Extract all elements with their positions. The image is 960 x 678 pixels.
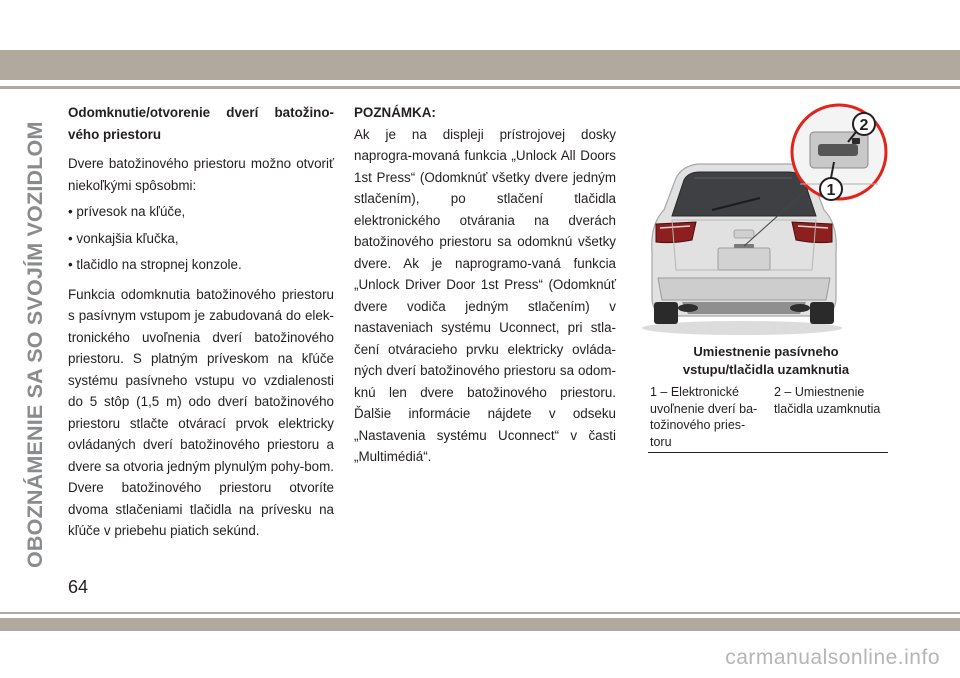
legend-rule	[648, 452, 888, 453]
body-paragraph: Funkcia odomknutia batožinového priestoru s pasívnym vstupom je zabudovaná do elek-tronického uvoľnenia dverí batožinového priestoru. S platným príveskom na kľúče systému pasívneho vstupu vo vzdialenosti do 5 stôp (1,5 m) odo dverí batožinového priestoru stlačte otvárací prvok elektricky ovládaných dverí batožinového priestoru a dvere sa otvoria jedným plynulým pohy-bom. Dvere batožinového priestoru otvoríte dvoma stlačeniami tlačidla na prívesku na kľúče v priebehu piatich sekúnd.	[68, 286, 334, 538]
watermark: carmanualsonline.info	[725, 646, 940, 669]
bullet-item: • tlačidlo na stropnej konzole.	[68, 257, 242, 272]
top-divider	[0, 86, 960, 89]
figure-legend-item: 1 – Elektronické uvoľnenie dverí ba-tožinového pries-toru	[650, 385, 758, 449]
figure-caption: Umiestnenie pasívneho vstupu/tlačidla uzamknutia	[682, 344, 850, 377]
bullet-item: • prívesok na kľúče,	[68, 204, 186, 219]
middle-column	[354, 102, 616, 468]
top-band	[0, 50, 960, 80]
page-number: 64	[68, 577, 89, 597]
left-column	[68, 102, 334, 542]
section-heading: Odomknutie/otvorenie dverí batožino-vého priestoru	[68, 105, 334, 142]
vehicle-rear-illustration	[642, 102, 888, 338]
figure-legend-item: 2 – Umiestnenie tlačidla uzamknutia	[774, 385, 881, 416]
bullet-item: • vonkajšia kľučka,	[68, 230, 179, 246]
bottom-divider	[0, 612, 960, 614]
note-heading: POZNÁMKA:	[354, 105, 436, 120]
chapter-side-title: OBOZNÁMENIE SA SO SVOJÍM VOZIDLOM	[23, 121, 47, 568]
callout-2-label: 2	[859, 117, 869, 134]
callout-1-label: 1	[826, 182, 836, 199]
bottom-band	[0, 618, 960, 631]
intro-paragraph: Dvere batožinového priestoru možno otvoriť niekoľkými spôsobmi:	[68, 156, 334, 193]
note-paragraph: Ak je na displeji prístrojovej dosky naprogra-movaná funkcia „Unlock All Doors 1st Press“ (Odomknúť všetky dvere jedným stlačením), po stlačení tlačidla elektronického otvárania na dverách batožinového priestoru sa odomknú všetky dvere. Ak je naprogramo-vaná funkcia „Unlock Driver Door 1st Press“ (Odomknúť dvere vodiča jedným stlačením) v nastaveniach systému Uconnect, pri stla-čení otváracieho prvku elektricky ovláda-ných dverí batožinového priestoru sa odom-knú len dvere batožinového priestoru. Ďalšie informácie nájdete v odseku „Nastavenia systému Uconnect“ v časti „Multimédiá“.	[354, 126, 616, 464]
